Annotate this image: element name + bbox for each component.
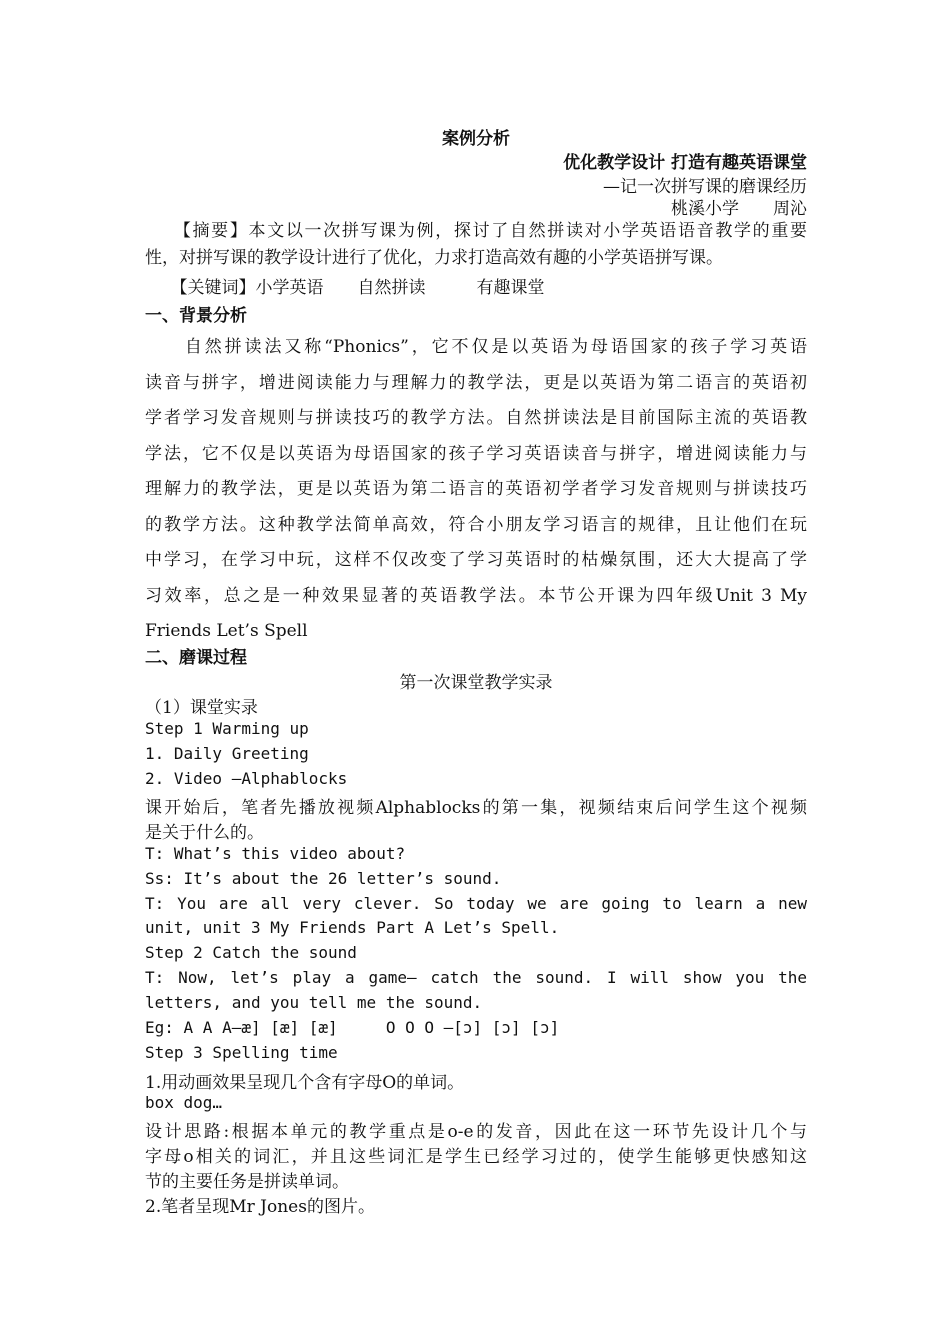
record-line: Step 2 Catch the sound (145, 943, 357, 962)
record-line: box dog… (145, 1093, 223, 1112)
abstract-line-1: 【摘要】本文以一次拼写课为例，探讨了自然拼读对小学英语语音教学的重要 (145, 221, 807, 241)
section1-line: 的教学方法。这种教学法简单高效，符合小朋友学习语言的规律，且让他们在玩 (145, 514, 807, 535)
section1-line: 中学习，在学习中玩，这样不仅改变了学习英语时的枯燥氛围，还大大提高了学 (145, 550, 807, 570)
section1-line: 自然拼读法又称“Phonics”，它不仅是以英语为母语国家的孩子学习英语 (145, 337, 807, 357)
record-line: 是关于什么的。 (145, 823, 264, 843)
record-line: unit, unit 3 My Friends Part A Let’s Spell. (145, 918, 560, 937)
record-line: 设计思路:根据本单元的教学重点是o-e的发音，因此在这一环节先设计几个与 (145, 1122, 807, 1142)
doc-author: 桃溪小学 周沁 (671, 199, 807, 219)
record-line: T: Now, let’s play a game— catch the sound. I will show you the (145, 968, 807, 987)
record-line: 节的主要任务是拼读单词。 (145, 1172, 349, 1192)
record-line: 课开始后，笔者先播放视频Alphablocks的第一集，视频结束后问学生这个视频 (145, 798, 807, 818)
record-line: 1. Daily Greeting (145, 744, 309, 763)
record-line: T: What’s this video about? (145, 844, 406, 863)
section1-line: 学法，它不仅是以英语为母语国家的孩子学习英语读音与拼字，增进阅读能力与 (145, 443, 807, 464)
record-line: T: You are all very clever. So today we are going to learn a new (145, 894, 807, 913)
section1-line: 学者学习发音规则与拼读技巧的教学方法。自然拼读法是目前国际主流的英语教 (145, 408, 807, 428)
doc-title: 优化教学设计 打造有趣英语课堂 (563, 153, 807, 173)
section1-heading: 一、背景分析 (145, 306, 247, 326)
record-line: 2.笔者呈现Mr Jones的图片。 (145, 1197, 375, 1217)
section1-line: Friends Let’s Spell (145, 621, 308, 641)
record-line: Eg: A A A—æ] [æ] [æ] O O O —[ɔ] [ɔ] [ɔ] (145, 1018, 560, 1037)
record-line: letters, and you tell me the sound. (145, 993, 483, 1012)
record-line: Ss: It’s about the 26 letter’s sound. (145, 869, 502, 888)
record-line: 1.用动画效果呈现几个含有字母O的单词。 (145, 1073, 465, 1093)
section2-subheading: 第一次课堂教学实录 (399, 673, 553, 693)
doc-subtitle: —记一次拼写课的磨课经历 (603, 177, 807, 197)
abstract-line-2: 性，对拼写课的教学设计进行了优化，力求打造高效有趣的小学英语拼写课。 (145, 248, 723, 268)
record-label: （1）课堂实录 (145, 698, 258, 718)
record-line: Step 1 Warming up (145, 719, 309, 738)
record-line: 2. Video —Alphablocks (145, 769, 348, 788)
section1-line: 理解力的教学法，更是以英语为第二语言的英语初学者学习发音规则与拼读技巧 (145, 479, 807, 499)
record-line: Step 3 Spelling time (145, 1043, 338, 1062)
doc-category: 案例分析 (442, 129, 510, 149)
section1-line: 读音与拼字，增进阅读能力与理解力的教学法，更是以英语为第二语言的英语初 (145, 372, 807, 393)
keywords: 【关键词】小学英语 自然拼读 有趣课堂 (145, 278, 545, 298)
section2-heading: 二、磨课过程 (145, 648, 247, 668)
record-line: 字母o相关的词汇，并且这些词汇是学生已经学习过的，使学生能够更快感知这 (145, 1147, 807, 1167)
section1-paragraph (145, 330, 807, 650)
section1-line: 习效率，总之是一种效果显著的英语教学法。本节公开课为四年级Unit 3 My (145, 585, 807, 606)
